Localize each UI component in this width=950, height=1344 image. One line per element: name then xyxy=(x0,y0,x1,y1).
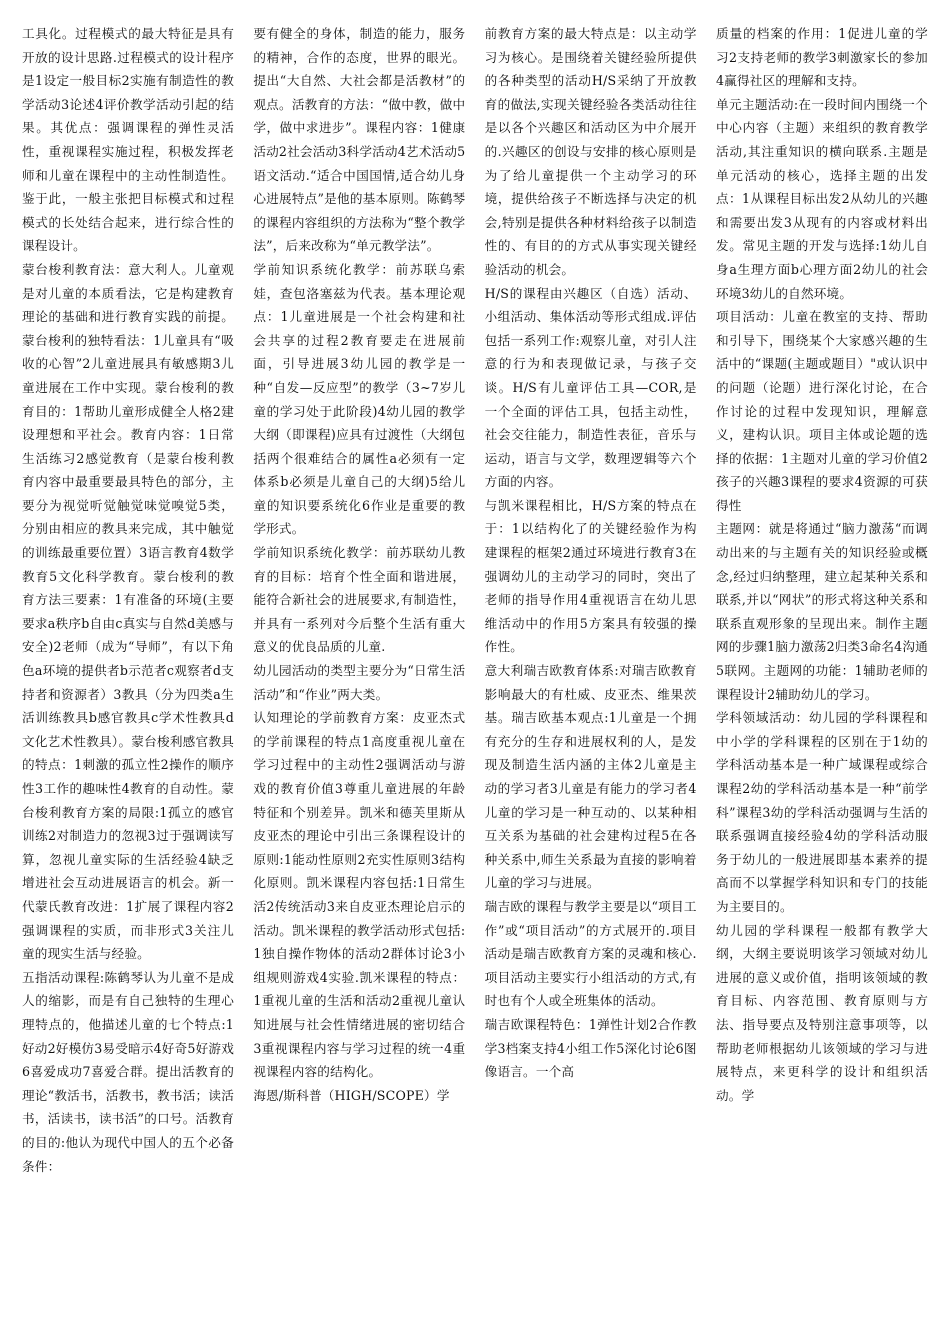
paragraph: 单元主题活动:在一段时间内围绕一个中心内容（主题）来组织的教育教学活动,其注重知识的横向联系.主题是单元活动的核心，选择主题的出发点：1从课程目标出发2从幼儿的兴趣和需要出发3从现有的内容或材料出发。常见主题的开发与选择:1幼儿自身a生理方面b心理方面2幼儿的社会环境3幼儿的自然环境。 xyxy=(715,96,928,301)
text-column-3 xyxy=(485,22,697,1322)
paragraph: 海恩/斯科普（HIGH/SCOPE）学 xyxy=(253,1087,450,1103)
paragraph: 工具化。过程模式的最大特征是具有开放的设计思路.过程模式的设计程序是1设定一般目标2实施有制造性的教学活动3论述4评价教学活动引起的结果。其优点：强调课程的弹性灵活性，重视课程实施过程，积极发挥老师和儿童在课程中的主动性制造性。鉴于此，一般主张把目标模式和过程模式的长处结合起来，进行综合性的课程设计。 xyxy=(22,26,234,254)
paragraph: 五指活动课程:陈鹤琴认为儿童不是成人的缩影，而是有自己独特的生理心理特点的，他描述儿童的七个特点:1好动2好模仿3易受暗示4好奇5好游戏6喜爱成功7喜爱合群。提出活教育的理论“教活书，活教书，教书活；读活书，活读书，读书活”的口号。活教育的目的:他认为现代中国人的五个必备条件： xyxy=(22,969,234,1174)
paragraph: 与凯米课程相比，H/S方案的特点在于：1以结构化了的关键经验作为构建课程的框架2通过环境进行教育3在强调幼儿的主动学习的同时，突出了老师的指导作用4重视语言在幼儿思维活动中的作用5方案具有较强的操作性。 xyxy=(484,497,697,655)
paragraph: H/S的课程由兴趣区（自选）活动、小组活动、集体活动等形式组成.评估包括一系列工作:观察儿童，对引人注意的行为和表现做记录，与孩子交谈。H/S有儿童评估工具—COR,是一个全面的评估工具，包括主动性，社会交往能力，制造性表征，音乐与运动，语言与文学，数理逻辑等六个方面的内容。 xyxy=(484,285,697,490)
paragraph: 认知理论的学前教育方案：皮亚杰式的学前课程的特点1高度重视儿童在学习过程中的主动性2强调活动与游戏的教育价值3尊重儿童进展的年龄特征和个别差异。凯米和德芙里斯从皮亚杰的理论中引出三条课程设计的原则:1能动性原则2充实性原则3结构化原则。凯米课程内容包括:1日常生活2传统活动3来自皮亚杰理论启示的活动。凯米课程的教学活动形式包括:1独自操作物体的活动2群体讨论3小组规则游戏4实验.凯米课程的特点：1重视儿童的生活和活动2重视儿童认知进展与社会性情绪进展的密切结合3重视课程内容与学习过程的统一4重视课程内容的结构化。 xyxy=(253,710,466,1080)
paragraph: 学科领域活动：幼儿园的学科课程和中小学的学科课程的区别在于1幼的学科活动基本是一种广域课程或综合课程2幼的学科活动基本是一种“前学科”课程3幼的学科活动强调与生活的联系强调直接经验4幼的学科活动服务于幼儿的一般进展即基本素养的提高而不以掌握学科知识和专门的技能为主要目的。 xyxy=(715,710,928,914)
paragraph: 瑞吉欧的课程与教学主要是以“项目工作”或“项目活动”的方式展开的.项目活动是瑞吉欧教育方案的灵魂和核心.项目活动主要实行小组活动的方式,有时也有个人或全班集体的活动。 xyxy=(484,898,697,1009)
paragraph: 前教育方案的最大特点是：以主动学习为核心。是围绕着关键经验所提供的各种类型的活动H/S采纳了开放教育的做法,实现关键经验各类活动往往是以各个兴趣区和活动区为中介展开的.兴趣区的创设与安排的核心原则是为了给儿童提供一个主动学习的环境，提供给孩子不断选择与决定的机会,特别是提供各种材料给孩子以制造性的、有目的的方式从事实现关键经验活动的机会。 xyxy=(484,26,697,277)
text-column-1 xyxy=(22,22,234,1322)
paragraph: 幼儿园的学科课程一般都有教学大纲，大纲主要说明该学习领域对幼儿进展的意义或价值，指明该领域的教育目标、内容范围、教育原则与方法、指导要点及特别注意事项等，以帮助老师根据幼儿该领域的学习与进展特点，来更科学的设计和组织活动。学 xyxy=(715,922,928,1103)
paragraph: 瑞吉欧课程特色：1弹性计划2合作教学3档案支持4小组工作5深化讨论6图像语言。一个高 xyxy=(484,1016,697,1080)
paragraph: 要有健全的身体，制造的能力，服务的精神，合作的态度，世界的眼光。提出“大自然、大社会都是活教材”的观点。活教育的方法：“做中教，做中学，做中求进步”。课程内容：1健康活动2社会活动3科学活动4艺术活动5语文活动.“适合中国国情,适合幼儿身心进展特点”是他的基本原则。陈鹤琴的课程内容组织的方法称为“整个教学法”，后来改称为“单元教学法”。 xyxy=(253,26,466,254)
paragraph: 主题网：就是将通过“脑力激荡“而调动出来的与主题有关的知识经验或概念,经过归纳整理，建立起某种关系和联系,并以“网状”的形式将这种关系和联系直观形象的呈现出来。制作主题网的步骤1脑力激荡2归类3命名4沟通5联网。主题网的功能：1辅助老师的课程设计2辅助幼儿的学习。 xyxy=(715,521,928,702)
paragraph: 幼儿园活动的类型主要分为“日常生活活动”和“作业”两大类。 xyxy=(253,663,466,702)
document-page xyxy=(22,22,928,1322)
paragraph: 项目活动：儿童在教室的支持、帮助和引导下，围绕某个大家感兴趣的生活中的“课题(主题或题目）"或认识中的问题（论题）进行深化讨论，在合作讨论的过程中发现知识，理解意义，建构认识。项目主体或论题的选择的依据：1主题对儿童的学习价值2孩子的兴趣3课程的要求4资源的可获得性 xyxy=(715,309,928,513)
text-column-4 xyxy=(716,22,928,1322)
paragraph: 质量的档案的作用：1促进儿童的学习2支持老师的教学3刺激家长的参加4赢得社区的理解和支持。 xyxy=(715,26,928,89)
text-column-2 xyxy=(253,22,465,1322)
paragraph: 学前知识系统化教学：前苏联乌索娃，查包洛塞兹为代表。基本理论观点：1儿童进展是一个社会构建和社会共享的过程2教育要走在进展前面，引导进展3幼儿园的教学是一种“自发—反应型”的教学（3~7岁儿童的学习处于此阶段)4幼儿园的教学大纲（即课程)应具有过渡性（大纲包括两个很难结合的属性a必须有一定体系b必须是儿童自己的大纲)5给儿童的知识要系统化6作业是重要的教学形式。 xyxy=(253,261,466,537)
paragraph: 蒙台梭利教育法：意大利人。儿童观是对儿童的本质看法，它是构建教育理论的基础和进行教育实践的前提。蒙台梭利的独特看法：1儿童具有“吸收的心智”2儿童进展具有敏感期3儿童进展在工作中实现。蒙台梭利的教育目的：1帮助儿童形成健全人格2建设理想和平社会。教育内容：1日常生活练习2感觉教育（是蒙台梭利教育内容中最重要最具特色的部分，主要分为视觉听觉触觉味觉嗅觉5类，分别由相应的教具来完成，其中触觉的训练最重要位置）3语言教育4数学教育5文化科学教育。蒙台梭利的教育方法三要素：1有准备的环境(主要要求a秩序b自由c真实与自然d美感与安全)2老师（成为“导师”，有以下角色a环境的提供者b示范者c观察者d支持者和资源者）3教具（分为四类a生活训练教具b感官教具c学术性教具d文化艺术性教具）。蒙台梭利感官教具的特点：1刺激的孤立性2操作的顺序性3工作的趣味性4教育的自动性。蒙台梭利教育方案的局限:1孤立的感官训练2对制造力的忽视3过于强调读写算，忽视儿童实际的生活经验4缺乏增进社会互动进展语言的机会。新一代蒙氏教育改进：1扩展了课程内容2强调课程的实质，而非形式3关注儿童的现实生活与经验。 xyxy=(22,261,234,962)
paragraph: 意大利瑞吉欧教育体系:对瑞吉欧教育影响最大的有杜威、皮亚杰、维果茨基。瑞吉欧基本观点:1儿童是一个拥有充分的生存和进展权利的人，是发现及制造生活内涵的主体2儿童是主动的学习者3儿童是有能力的学习者4儿童的学习是一种互动的、以某种相互关系为基础的社会建构过程5在各种关系中,师生关系最为直接的影响着儿童的学习与进展。 xyxy=(484,663,697,891)
paragraph: 学前知识系统化教学：前苏联幼儿教育的目标：培育个性全面和谐进展，能符合新社会的进展要求,有制造性，并具有一系列对今后整个生活有重大意义的优良品质的儿童. xyxy=(253,545,466,655)
